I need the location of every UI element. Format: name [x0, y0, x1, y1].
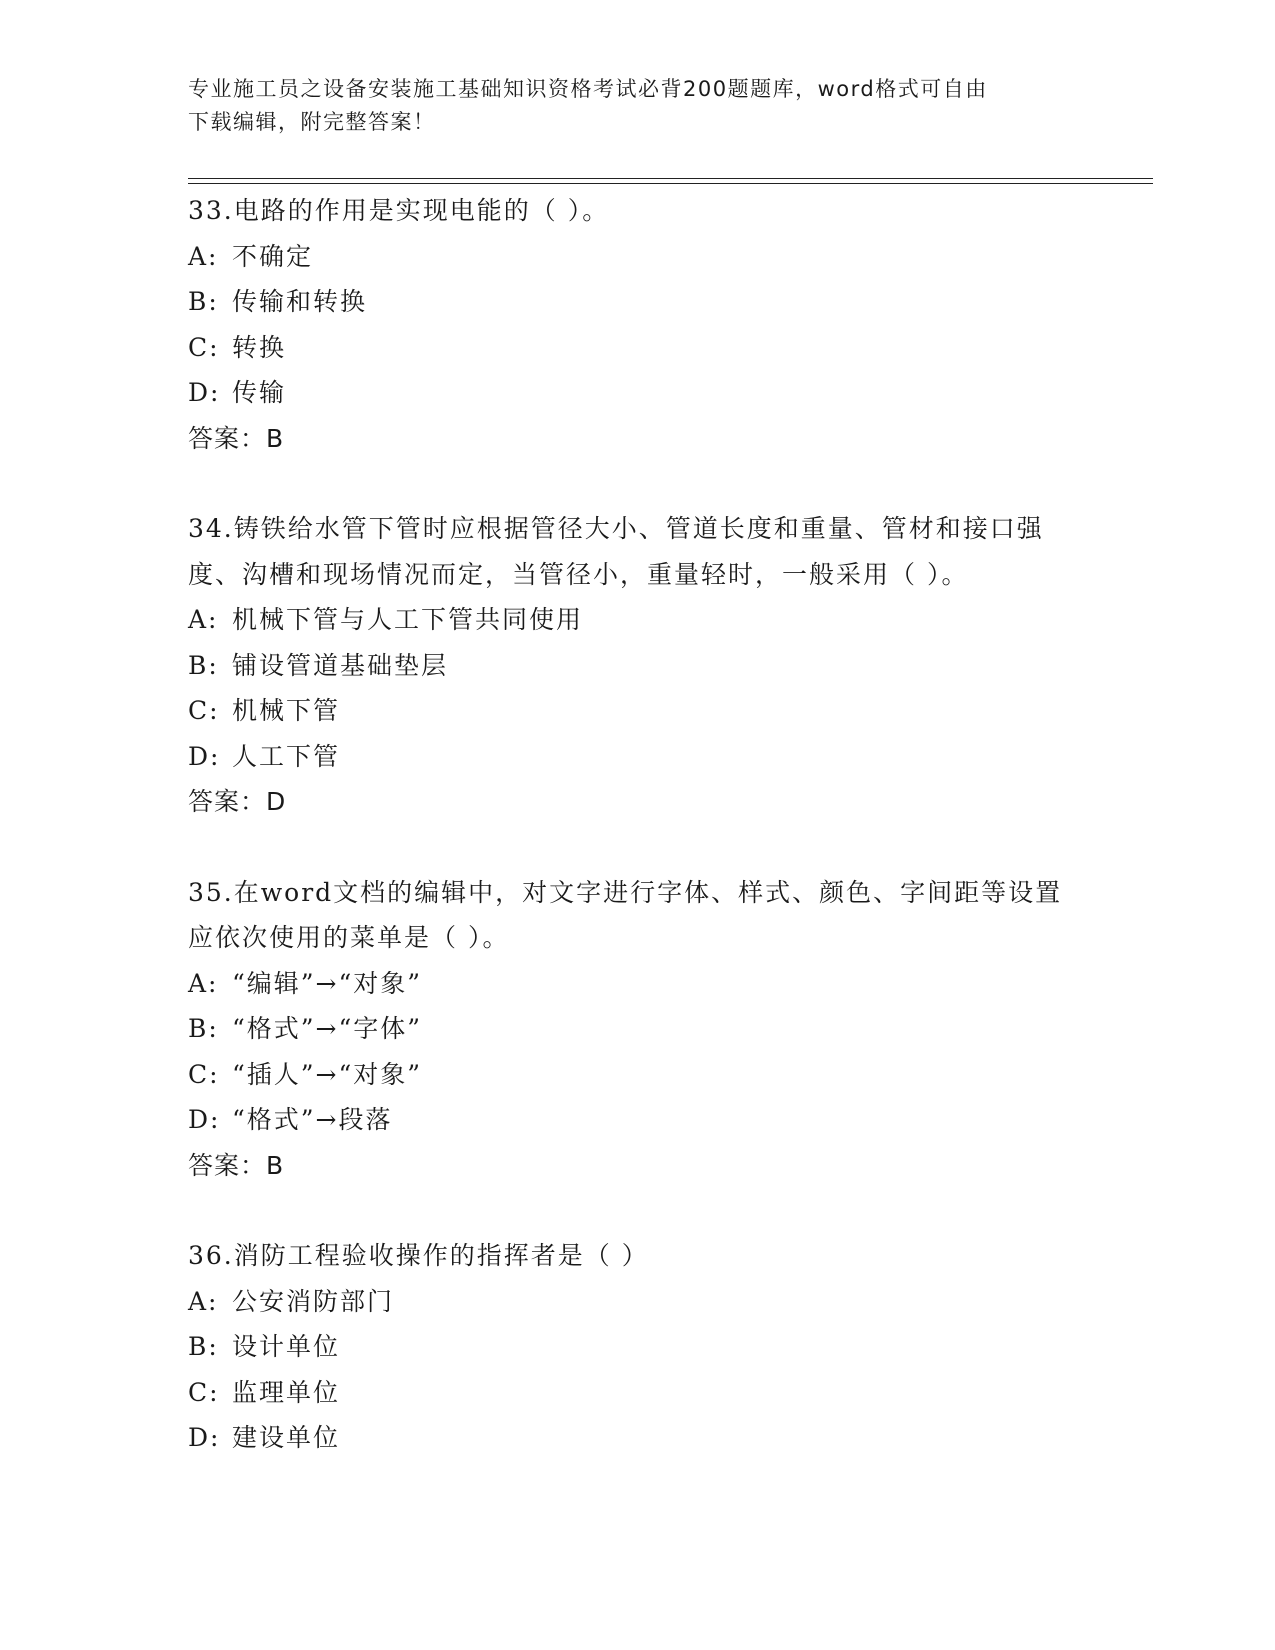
option-label: A: — [188, 605, 219, 634]
option-a — [188, 961, 1088, 1007]
option-text: “插人”→“对象” — [232, 1059, 423, 1089]
header-line-1: 专业施工员之设备安装施工基础知识资格考试必背200题题库，word格式可自由 — [188, 77, 988, 101]
question-35 — [188, 870, 1088, 1189]
option-text: 传输 — [232, 378, 287, 407]
answer-line: 答案：B — [188, 1150, 285, 1180]
question-stem: 36.消防工程验收操作的指挥者是（ ） — [188, 1241, 649, 1270]
option-label: B: — [188, 287, 219, 316]
option-a — [188, 597, 1088, 643]
question-stem: 35.在word文档的编辑中，对文字进行字体、样式、颜色、字间距等设置应依次使用的菜单是（ ）。 — [188, 877, 1063, 952]
option-b — [188, 1324, 1088, 1370]
option-label: D: — [188, 1105, 221, 1134]
option-label: B: — [188, 1332, 219, 1361]
option-label: B: — [188, 1014, 219, 1043]
option-d — [188, 370, 1088, 416]
option-c — [188, 325, 1088, 371]
option-label: C: — [188, 332, 220, 362]
option-b — [188, 279, 1088, 325]
option-text: “格式”→“字体” — [232, 1014, 423, 1043]
option-a — [188, 1279, 1088, 1325]
question-stem: 33.电路的作用是实现电能的（ ）。 — [188, 196, 610, 225]
option-d — [188, 734, 1088, 780]
option-text: 传输和转换 — [232, 287, 368, 316]
option-label: D: — [188, 741, 221, 771]
option-text: “格式”→段落 — [232, 1105, 393, 1134]
option-text: 设计单位 — [232, 1332, 341, 1361]
answer-line: 答案：B — [188, 423, 285, 453]
header-divider-top — [188, 178, 1153, 179]
option-d — [188, 1415, 1088, 1461]
option-label: C: — [188, 1059, 220, 1089]
option-text: 人工下管 — [232, 741, 341, 771]
option-text: 转换 — [232, 332, 287, 362]
option-b — [188, 643, 1088, 689]
option-text: 机械下管与人工下管共同使用 — [232, 605, 584, 634]
option-label: D: — [188, 1423, 221, 1452]
option-label: B: — [188, 650, 219, 680]
option-a — [188, 234, 1088, 280]
question-stem: 34.铸铁给水管下管时应根据管径大小、管道长度和重量、管材和接口强度、沟槽和现场情况而定，当管径小，重量轻时，一般采用（ ）。 — [188, 514, 1044, 589]
question-list — [188, 188, 1088, 1506]
option-label: C: — [188, 1377, 220, 1407]
header-line-2: 下载编辑，附完整答案！ — [188, 110, 436, 134]
option-text: “编辑”→“对象” — [232, 968, 423, 998]
answer-line: 答案：D — [188, 787, 287, 816]
option-label: A: — [188, 1286, 219, 1316]
option-text: 监理单位 — [232, 1377, 341, 1407]
option-text: 机械下管 — [232, 696, 341, 725]
option-label: C: — [188, 696, 220, 725]
option-c — [188, 688, 1088, 734]
option-c — [188, 1052, 1088, 1098]
option-text: 公安消防部门 — [232, 1286, 395, 1316]
option-label: A: — [188, 968, 219, 998]
question-34 — [188, 506, 1088, 825]
question-33 — [188, 188, 1088, 461]
document-header — [188, 73, 1068, 139]
option-b — [188, 1006, 1088, 1052]
option-label: D: — [188, 378, 221, 407]
option-c — [188, 1370, 1088, 1416]
option-text: 建设单位 — [232, 1423, 341, 1452]
option-label: A: — [188, 241, 219, 271]
header-divider-bottom — [188, 183, 1153, 184]
option-text: 不确定 — [232, 241, 314, 271]
option-text: 铺设管道基础垫层 — [232, 650, 449, 680]
option-d — [188, 1097, 1088, 1143]
question-36 — [188, 1233, 1088, 1461]
